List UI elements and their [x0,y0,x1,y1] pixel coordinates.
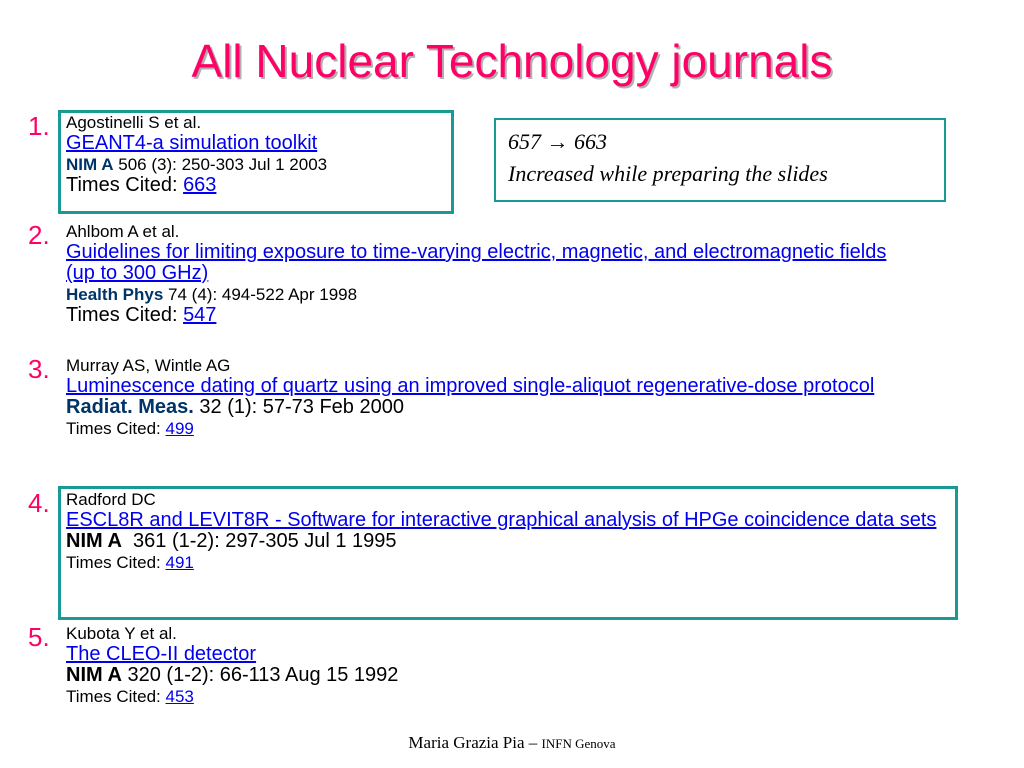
footer-author: Maria Grazia Pia – [408,733,542,752]
journal-name: Radiat. Meas. [66,396,194,418]
journal-name: Health Phys [66,285,164,304]
times-cited-link[interactable]: 663 [183,174,217,196]
paper-title-link[interactable]: ESCL8R and LEVIT8R - Software for interactive graphical analysis of HPGe coincidence data sets [66,509,937,531]
times-cited-link[interactable]: 547 [183,304,217,326]
journal-name: NIM A [66,530,122,552]
citation-details: 320 (1-2): 66-113 Aug 15 1992 [121,664,399,686]
times-cited-label: Times Cited: [66,174,184,196]
times-cited-label: Times Cited: [66,304,184,326]
times-cited-label: Times Cited: [66,553,166,572]
citation-details: 32 (1): 57-73 Feb 2000 [193,396,404,418]
note-line-text: Increased while preparing the slides [508,161,828,186]
entry-number: 4. [28,488,50,518]
entry-number: 2. [28,220,50,250]
reference-entry-1 [28,112,988,196]
times-cited-link[interactable]: 453 [165,687,194,706]
times-cited-label: Times Cited: [66,687,166,706]
entry-authors: Agostinelli S et al. [66,113,202,132]
reference-entry-2 [28,221,988,326]
entry-authors: Kubota Y et al. [66,624,177,643]
entry-number: 5. [28,622,50,652]
footer-affiliation: INFN Genova [541,736,616,751]
slide-footer [0,733,1024,753]
citation-details: 74 (4): 494-522 Apr 1998 [163,285,358,304]
entry-number: 1. [28,111,50,141]
citation-details: 506 (3): 250-303 Jul 1 2003 [113,155,328,174]
entry-authors: Murray AS, Wintle AG [66,356,231,375]
journal-name: NIM A [66,155,114,174]
journal-name: NIM A [66,664,122,686]
note-line-count: 657 → 663 [508,129,607,154]
paper-title-link[interactable]: GEANT4-a simulation toolkit [66,132,318,154]
entry-authors: Radford DC [66,490,156,509]
paper-title-link[interactable]: Luminescence dating of quartz using an improved single-aliquot regenerative-dose protocol [66,375,875,397]
paper-title-link[interactable]: Guidelines for limiting exposure to time-varying electric, magnetic, and electromagnetic fields (up to 300 GHz) [66,241,887,284]
reference-entry-5 [28,623,988,707]
reference-entry-3 [28,355,988,439]
times-cited-label: Times Cited: [66,419,166,438]
slide-title: All Nuclear Technology journals [191,35,833,87]
entry-authors: Ahlbom A et al. [66,222,180,241]
reference-entry-4 [28,489,988,573]
paper-title-link[interactable]: The CLEO-II detector [66,643,257,665]
times-cited-link[interactable]: 491 [165,553,194,572]
citation-details: 361 (1-2): 297-305 Jul 1 1995 [121,530,397,552]
times-cited-link[interactable]: 499 [165,419,194,438]
entry-number: 3. [28,354,50,384]
